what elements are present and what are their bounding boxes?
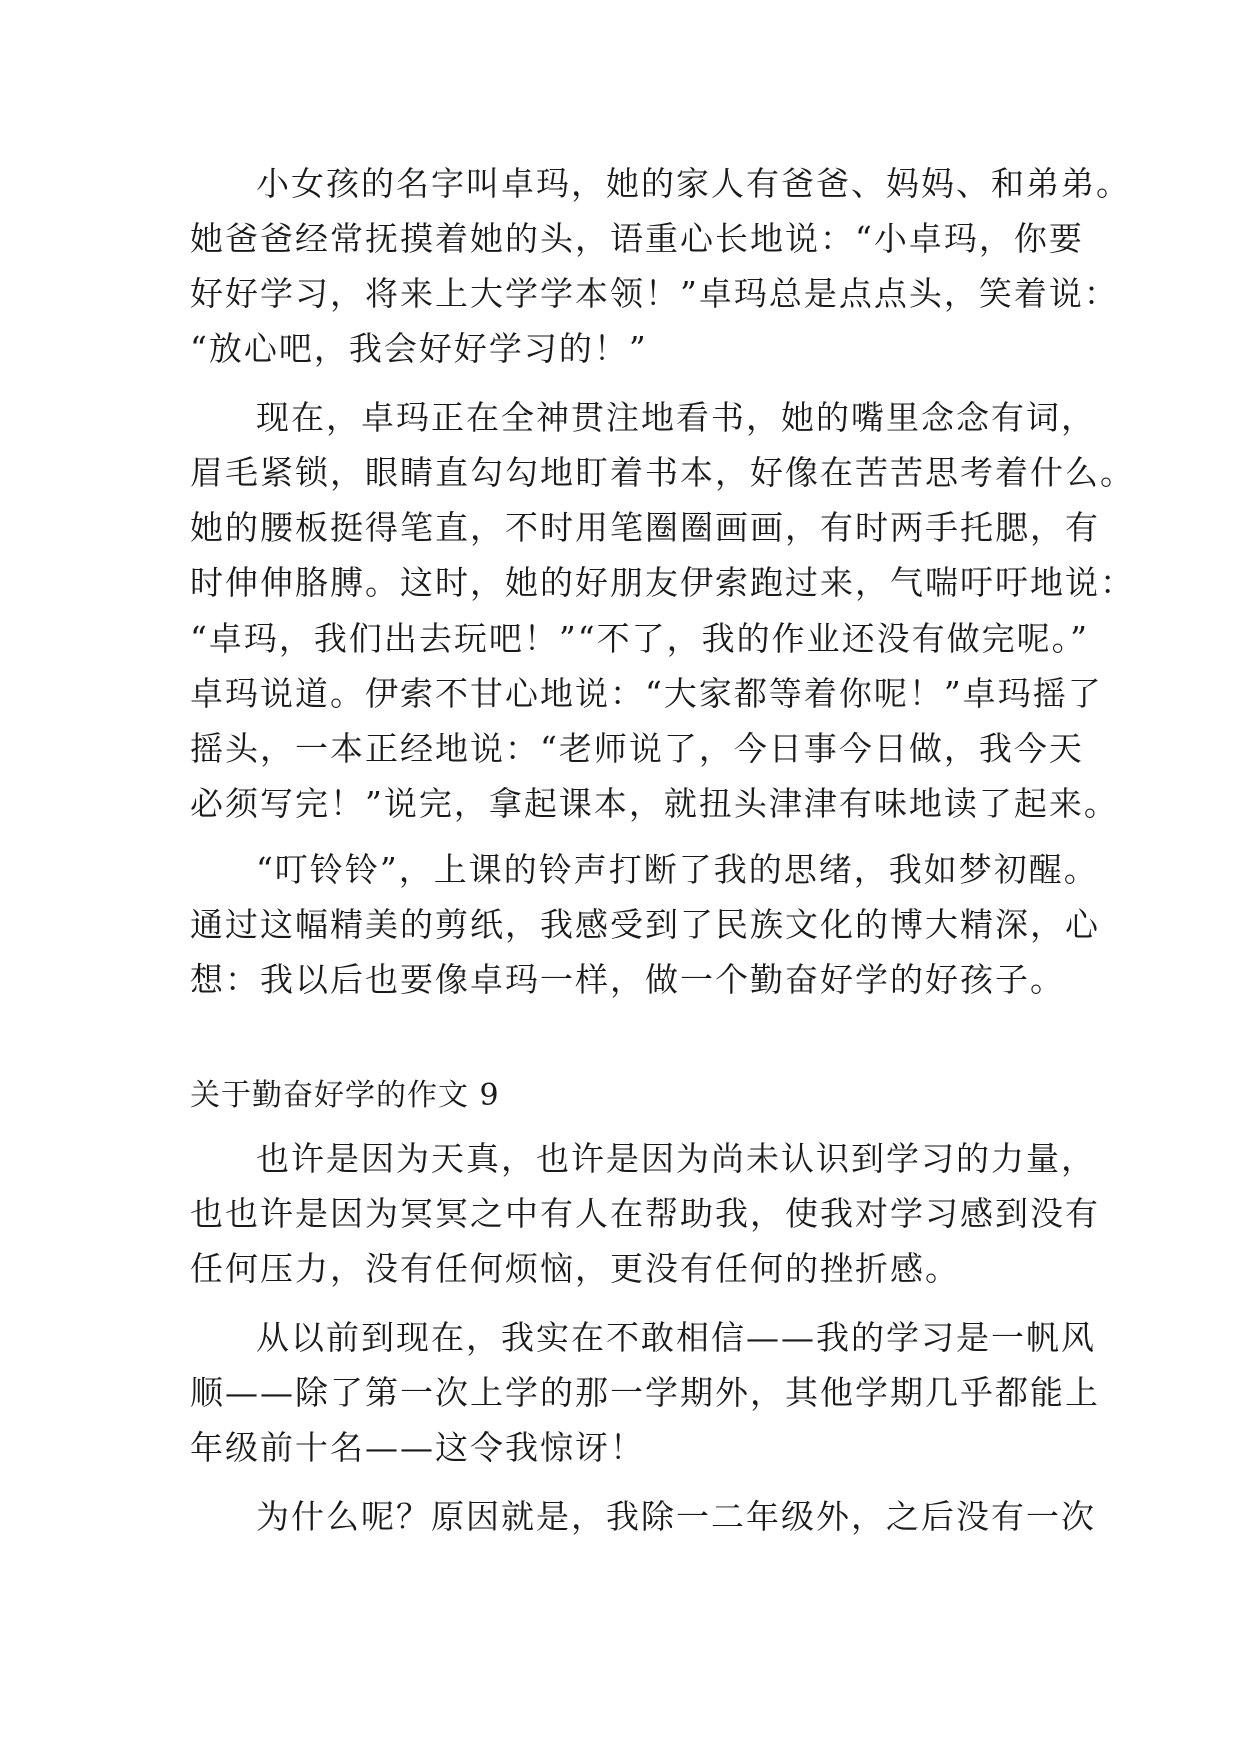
paragraph-5-line-1: 从以前到现在，我实在不敢相信——我的学习是一帆风 [256,1318,1096,1357]
paragraph-1-line-1: 小女孩的名字叫卓玛，她的家人有爸爸、妈妈、和弟弟。 [256,164,1131,203]
paragraph-2-line-7: 摇头，一本正经地说：“老师说了，今日事今日做，我今天 [190,729,1084,768]
paragraph-3-line-1: “叮铃铃”，上课的铃声打断了我的思绪，我如梦初醒。 [256,850,1099,889]
paragraph-3-line-2: 通过这幅精美的剪纸，我感受到了民族文化的博大精深，心 [190,905,1100,944]
paragraph-2-line-4: 时伸伸胳膊。这时，她的好朋友伊索跑过来，气喘吁吁地说： [190,563,1135,602]
paragraph-4-line-3: 任何压力，没有任何烦恼，更没有任何的挫折感。 [190,1249,960,1288]
section-heading: 关于勤奋好学的作文 9 [190,1078,500,1113]
paragraph-2-line-3: 她的腰板挺得笔直，不时用笔圈圈画画，有时两手托腮，有 [190,508,1100,547]
paragraph-2-line-6: 卓玛说道。伊索不甘心地说：“大家都等着你呢！”卓玛摇了 [190,674,1103,713]
paragraph-1-line-2: 她爸爸经常抚摸着她的头，语重心长地说：“小卓玛，你要 [190,219,1084,258]
paragraph-2-line-5: “卓玛，我们出去玩吧！”“不了，我的作业还没有做完呢。” [190,619,1089,658]
paragraph-6-line-1: 为什么呢？原因就是，我除一二年级外，之后没有一次 [256,1497,1096,1536]
paragraph-5-line-3: 年级前十名——这令我惊讶！ [190,1428,645,1467]
paragraph-1-line-3: 好好学习，将来上大学学本领！”卓玛总是点点头，笑着说： [190,274,1119,313]
paragraph-2-line-8: 必须写完！”说完，拿起课本，就扭头津津有味地读了起来。 [190,784,1119,823]
paragraph-1-line-4: “放心吧，我会好好学习的！” [190,329,648,368]
paragraph-4-line-2: 也也许是因为冥冥之中有人在帮助我，使我对学习感到没有 [190,1194,1100,1233]
paragraph-4-line-1: 也许是因为天真，也许是因为尚未认识到学习的力量， [256,1139,1096,1178]
paragraph-3-line-3: 想：我以后也要像卓玛一样，做一个勤奋好学的好孩子。 [190,960,1065,999]
paragraph-5-line-2: 顺——除了第一次上学的那一学期外，其他学期几乎都能上 [190,1373,1100,1412]
paragraph-2-line-1: 现在，卓玛正在全神贯注地看书，她的嘴里念念有词， [256,398,1096,437]
paragraph-2-line-2: 眉毛紧锁，眼睛直勾勾地盯着书本，好像在苦苦思考着什么。 [190,453,1135,492]
